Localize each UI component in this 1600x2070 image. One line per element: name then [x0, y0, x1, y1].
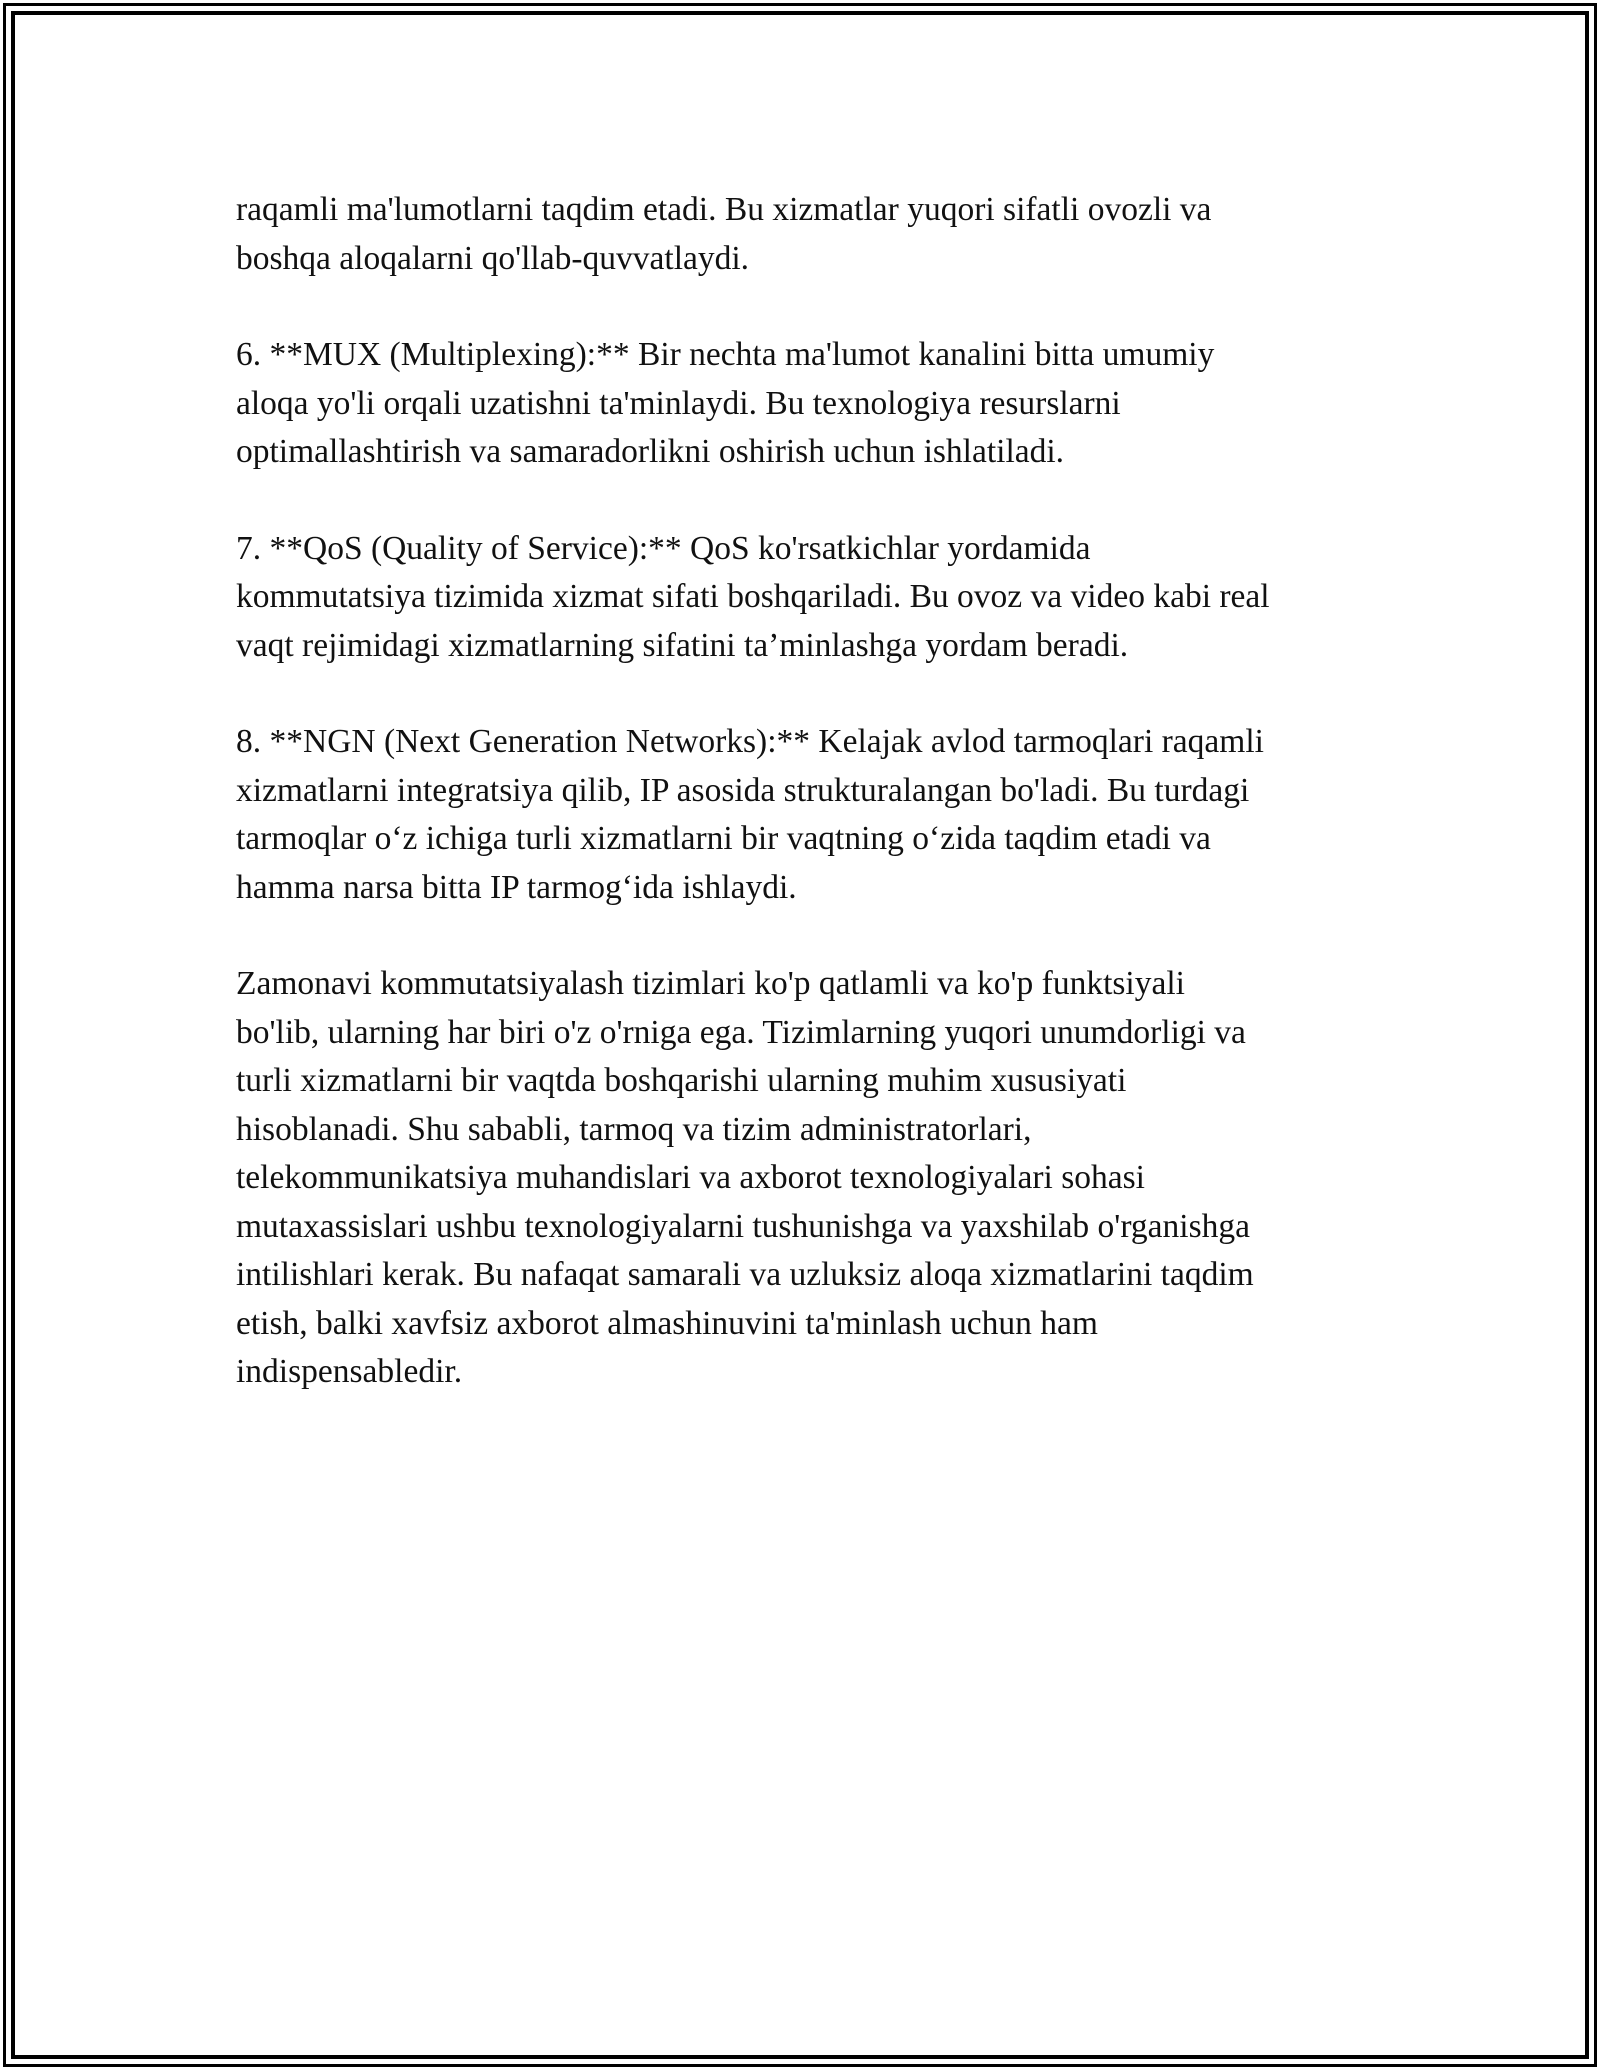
paragraph-qos: 7. **QoS (Quality of Service):** QoS ko'rsatkichlar yordamida kommutatsiya tizimida xizmat sifati boshqariladi. Bu ovoz va video kabi real vaqt rejimidagi xizmatlarning sifatini ta’minlashga yordam beradi.: [236, 529, 1270, 664]
paragraph-mux: 6. **MUX (Multiplexing):** Bir nechta ma'lumot kanalini bitta umumiy aloqa yo'li orqali uzatishni ta'minlaydi. Bu texnologiya resurslarni optimallashtirish va samaradorlikni oshirish uchun ishlatiladi.: [236, 336, 1215, 470]
paragraph-ngn: 8. **NGN (Next Generation Networks):** Kelajak avlod tarmoqlari raqamli xizmatlarni integratsiya qilib, IP asosida strukturalangan bo'ladi. Bu turdagi tarmoqlar o‘z ichiga turli xizmatlarni bir vaqtning o‘zida taqdim etadi va hamma narsa bitta IP tarmog‘ida ishlaydi.: [236, 723, 1264, 906]
paragraph-conclusion: Zamonavi kommutatsiyalash tizimlari ko'p qatlamli va ko'p funktsiyali bo'lib, ularning har biri o'z o'rniga ega. Tizimlarning yuqori unumdorligi va turli xizmatlarni bir vaqtda boshqarishi ularning muhim xususiyati hisoblanadi. Shu sababli, tarmoq va tizim administratorlari, telekommunikatsiya muhandislari va axborot texnologiyalari sohasi mutaxassislari ushbu texnologiyalarni tushunishga va yaxshilab o'rganishga intilishlari kerak. Bu nafaqat samarali va uzluksiz aloqa xizmatlarini taqdim etish, balki xavfsiz axborot almashinuvini ta'minlash uchun ham indispensabledir.: [236, 965, 1254, 1390]
document-body: [236, 186, 1386, 1445]
paragraph-services-continuation: raqamli ma'lumotlarni taqdim etadi. Bu xizmatlar yuqori sifatli ovozli va boshqa aloqalarni qo'llab-quvvatlaydi.: [236, 191, 1212, 277]
